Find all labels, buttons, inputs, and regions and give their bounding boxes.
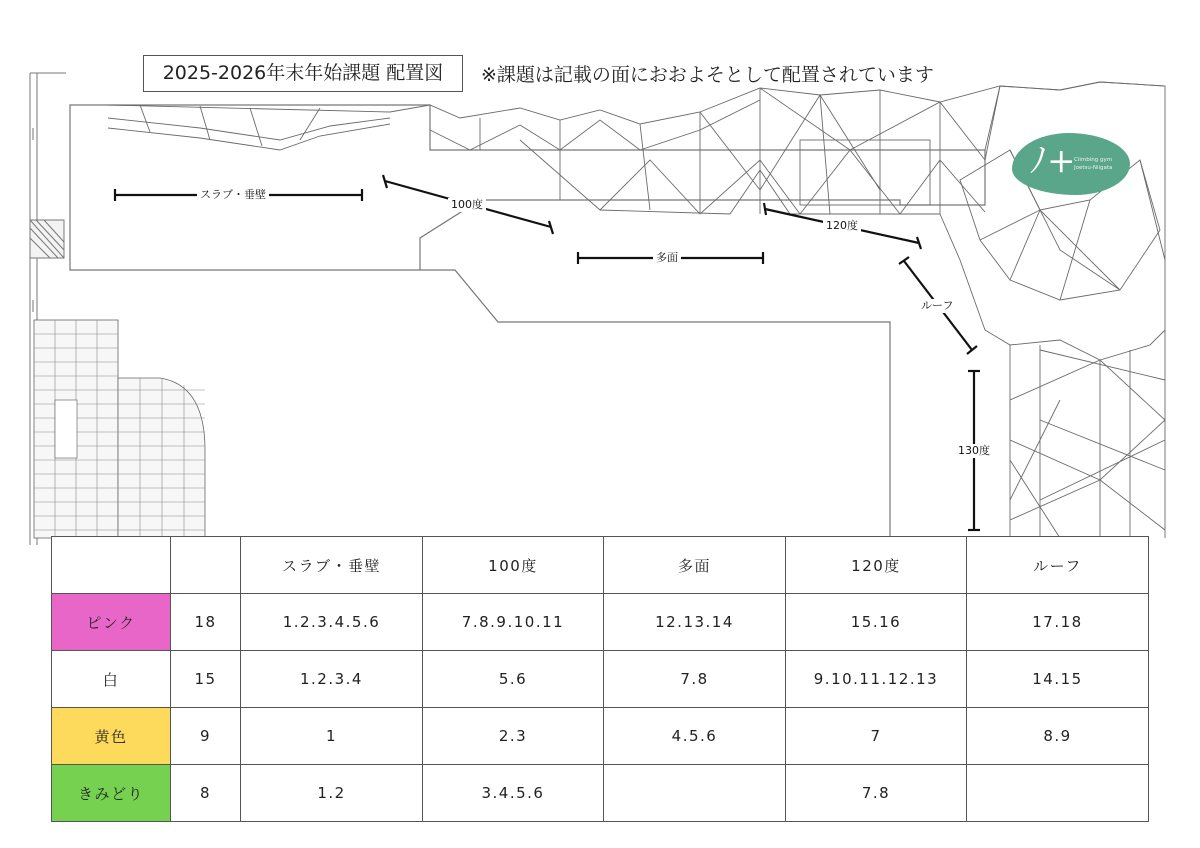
gym-logo bbox=[1012, 133, 1130, 195]
logo-mark-icon: ﾉ+ bbox=[1030, 141, 1076, 181]
grade-cell: 白 bbox=[52, 651, 171, 708]
table-cell: 7.8.9.10.11 bbox=[423, 594, 604, 651]
count-cell: 8 bbox=[171, 765, 241, 822]
table-cell: 5.6 bbox=[423, 651, 604, 708]
zone-label-100: 100度 bbox=[448, 198, 486, 212]
header-cell: ルーフ bbox=[967, 537, 1149, 594]
page-title: 2025-2026年末年始課題 配置図 bbox=[143, 55, 463, 92]
table-cell: 9.10.11.12.13 bbox=[786, 651, 967, 708]
table-cell: 12.13.14 bbox=[604, 594, 786, 651]
zone-label-slab: スラブ・垂壁 bbox=[197, 188, 269, 202]
zone-label-roof: ルーフ bbox=[918, 299, 956, 313]
grade-cell: 黄色 bbox=[52, 708, 171, 765]
table-row-white bbox=[52, 651, 1149, 708]
table-cell: 8.9 bbox=[967, 708, 1149, 765]
logo-line2: Joetsu-Niigata bbox=[1074, 165, 1113, 171]
header-cell: スラブ・垂壁 bbox=[241, 537, 423, 594]
header-cell: 多面 bbox=[604, 537, 786, 594]
table-cell: 7.8 bbox=[786, 765, 967, 822]
header-cell: 100度 bbox=[423, 537, 604, 594]
count-cell: 15 bbox=[171, 651, 241, 708]
table-cell: 15.16 bbox=[786, 594, 967, 651]
logo-text bbox=[1074, 156, 1112, 172]
table-cell: 1.2 bbox=[241, 765, 423, 822]
grade-cell: ピンク bbox=[52, 594, 171, 651]
header-cell: 120度 bbox=[786, 537, 967, 594]
table-cell: 1.2.3.4 bbox=[241, 651, 423, 708]
placement-note: ※課題は記載の面におおよそとして配置されています bbox=[481, 64, 934, 86]
table-cell: 14.15 bbox=[967, 651, 1149, 708]
zone-label-120: 120度 bbox=[823, 219, 861, 233]
count-cell: 9 bbox=[171, 708, 241, 765]
table-cell: 7.8 bbox=[604, 651, 786, 708]
table-row-lightgreen bbox=[52, 765, 1149, 822]
problem-table bbox=[51, 536, 1149, 822]
logo-line1: Climbing gym bbox=[1074, 157, 1113, 163]
header-cell bbox=[52, 537, 171, 594]
table-cell: 2.3 bbox=[423, 708, 604, 765]
grade-cell: きみどり bbox=[52, 765, 171, 822]
table-cell bbox=[967, 765, 1149, 822]
table-cell: 1.2.3.4.5.6 bbox=[241, 594, 423, 651]
table-cell: 1 bbox=[241, 708, 423, 765]
zone-label-130: 130度 bbox=[955, 444, 993, 458]
table-cell: 17.18 bbox=[967, 594, 1149, 651]
table-cell: 4.5.6 bbox=[604, 708, 786, 765]
zone-label-multi: 多面 bbox=[653, 251, 681, 265]
table-cell bbox=[604, 765, 786, 822]
table-cell: 3.4.5.6 bbox=[423, 765, 604, 822]
header-cell bbox=[171, 537, 241, 594]
table-row-pink bbox=[52, 594, 1149, 651]
table-cell: 7 bbox=[786, 708, 967, 765]
count-cell: 18 bbox=[171, 594, 241, 651]
table-header-row bbox=[52, 537, 1149, 594]
table-row-yellow bbox=[52, 708, 1149, 765]
